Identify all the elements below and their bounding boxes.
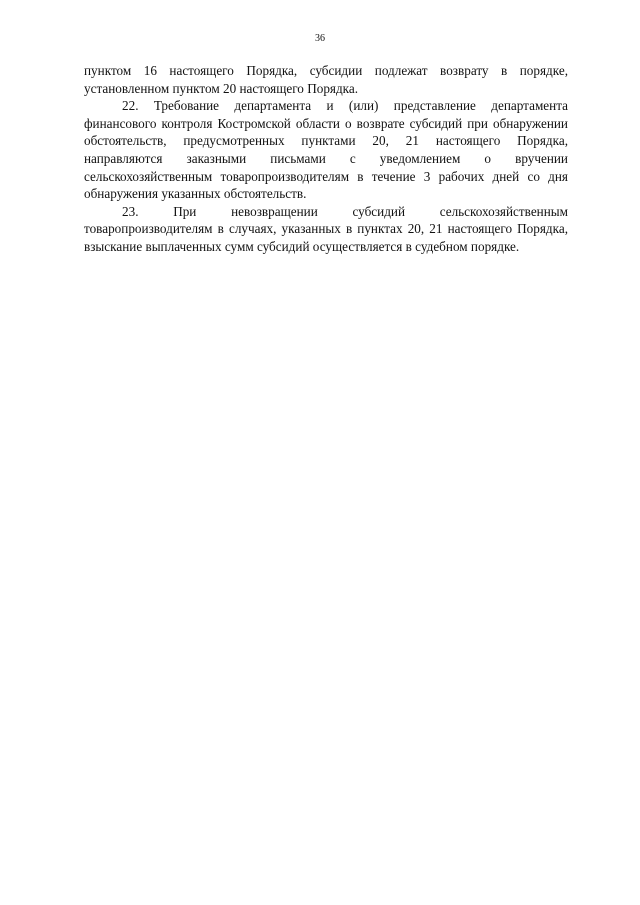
paragraph-23: 23. При невозвращении субсидий сельскохозяйственным товаропроизводителям в случаях, указанных в пунктах 20, 21 настоящего Порядка, взыскание выплаченных сумм субсидий осуществляется в судебном порядке. bbox=[84, 203, 568, 254]
page-number: 36 bbox=[315, 33, 325, 44]
document-body bbox=[84, 62, 568, 256]
paragraph-continuation: пунктом 16 настоящего Порядка, субсидии подлежат возврату в порядке, установленном пунктом 20 настоящего Порядка. bbox=[84, 63, 568, 96]
paragraph-22: 22. Требование департамента и (или) представление департамента финансового контроля Костромской области о возврате субсидий при обнаружении обстоятельств, предусмотренных пунктами 20, 21 настоящего Порядка, направляются заказными письмами с уведомлением о вручении сельскохозяйственным товаропроизводителям в течение 3 рабочих дней со дня обнаружения указанных обстоятельств. bbox=[84, 98, 568, 202]
